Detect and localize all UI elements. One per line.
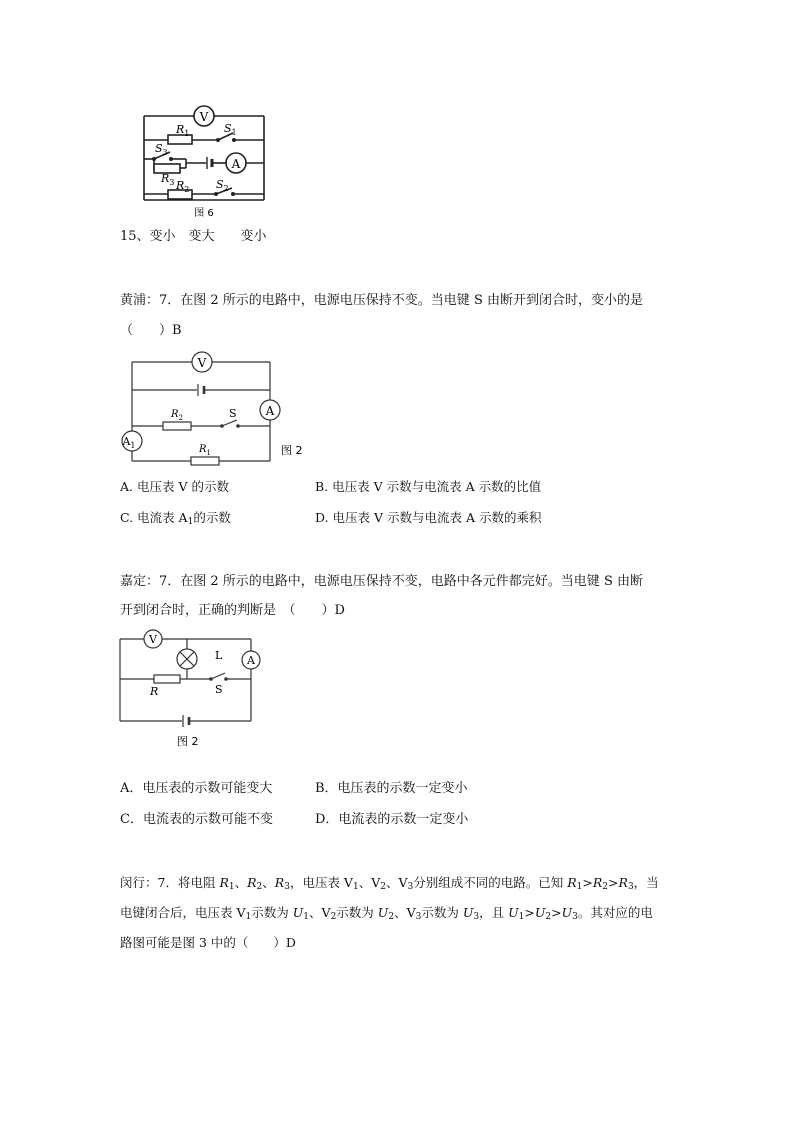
- voltmeter-label: V: [199, 110, 209, 124]
- jiading-option-d: D．电流表的示数一定变小: [315, 812, 469, 827]
- lamp-icon: [177, 649, 197, 669]
- answer-15: 15、变小 变大 变小: [120, 229, 267, 244]
- figure-2-caption: 图 2: [281, 444, 303, 457]
- jiading-figure-2-circuit: [115, 627, 265, 752]
- jiading-question-line1: 嘉定：7．在图 2 所示的电路中，电源电压保持不变，电路中各元件都完好。当电键 S 由断: [120, 574, 643, 589]
- ammeter-label: A: [265, 404, 275, 418]
- huangpu-question-line1: 黄浦：7．在图 2 所示的电路中，电源电压保持不变。当电键 S 由断开到闭合时，变小的是: [120, 293, 643, 308]
- huangpu-option-d: D. 电压表 V 示数与电流表 A 示数的乘积: [315, 510, 542, 525]
- r2-label: $R_2$: [176, 179, 190, 194]
- minhang-question-line1: 闵行：7．将电阻 $R_1$、$R_2$、$R_3$，电压表 $V_1$、$V_2$、$V_3$分别组成不同的电路。已知 $R_1>R_2>R_3$，当: [120, 875, 659, 892]
- figure-6-circuit: [130, 100, 275, 220]
- huangpu-figure-2-circuit: [118, 347, 313, 467]
- figure-6-caption: 图 6: [194, 208, 214, 219]
- resistor-r-label: R: [150, 685, 159, 698]
- jiading-option-b: B．电压表的示数一定变小: [315, 781, 468, 796]
- s1-label: $S_1$: [224, 122, 237, 137]
- ammeter-label: A: [247, 654, 255, 667]
- jiading-question-line2: 开到闭合时，正确的判断是 （ ）D: [120, 603, 345, 618]
- s3-label: $S_3$: [155, 142, 168, 157]
- switch-s-label: S: [215, 683, 223, 696]
- minhang-question-line2: 电键闭合后，电压表 $V_1$示数为 $U_1$、$V_2$示数为 $U_2$、$V_3$示数为 $U_3$，且 $U_1>U_2>U_3$。其对应的电: [120, 905, 653, 922]
- lamp-l-label: L: [215, 649, 223, 662]
- voltmeter-label: V: [197, 356, 207, 370]
- jiading-option-c: C．电流表的示数可能不变: [120, 812, 273, 827]
- huangpu-option-c: C. 电流表 $A_1$的示数: [120, 510, 231, 527]
- jiading-option-a: A．电压表的示数可能变大: [120, 781, 273, 796]
- huangpu-option-b: B. 电压表 V 示数与电流表 A 示数的比值: [315, 479, 542, 494]
- r1-label: $R_1$: [176, 123, 190, 138]
- r2-label: $R_2$: [171, 409, 183, 422]
- huangpu-question-line2: （ ）B: [120, 323, 182, 338]
- switch-s-label: S: [229, 407, 237, 420]
- voltmeter-label: V: [149, 633, 157, 646]
- ammeter-a1-label: $A_1$: [122, 435, 136, 450]
- r1-label: $R_1$: [199, 444, 211, 457]
- minhang-question-line3: 路图可能是图 3 中的（ ）D: [120, 935, 296, 950]
- r3-label: $R_3$: [161, 172, 175, 187]
- s2-label: $S_2$: [216, 178, 229, 193]
- ammeter-label: A: [231, 157, 241, 171]
- figure-2-caption: 图 2: [177, 735, 199, 748]
- huangpu-option-a: A. 电压表 V 的示数: [120, 479, 229, 494]
